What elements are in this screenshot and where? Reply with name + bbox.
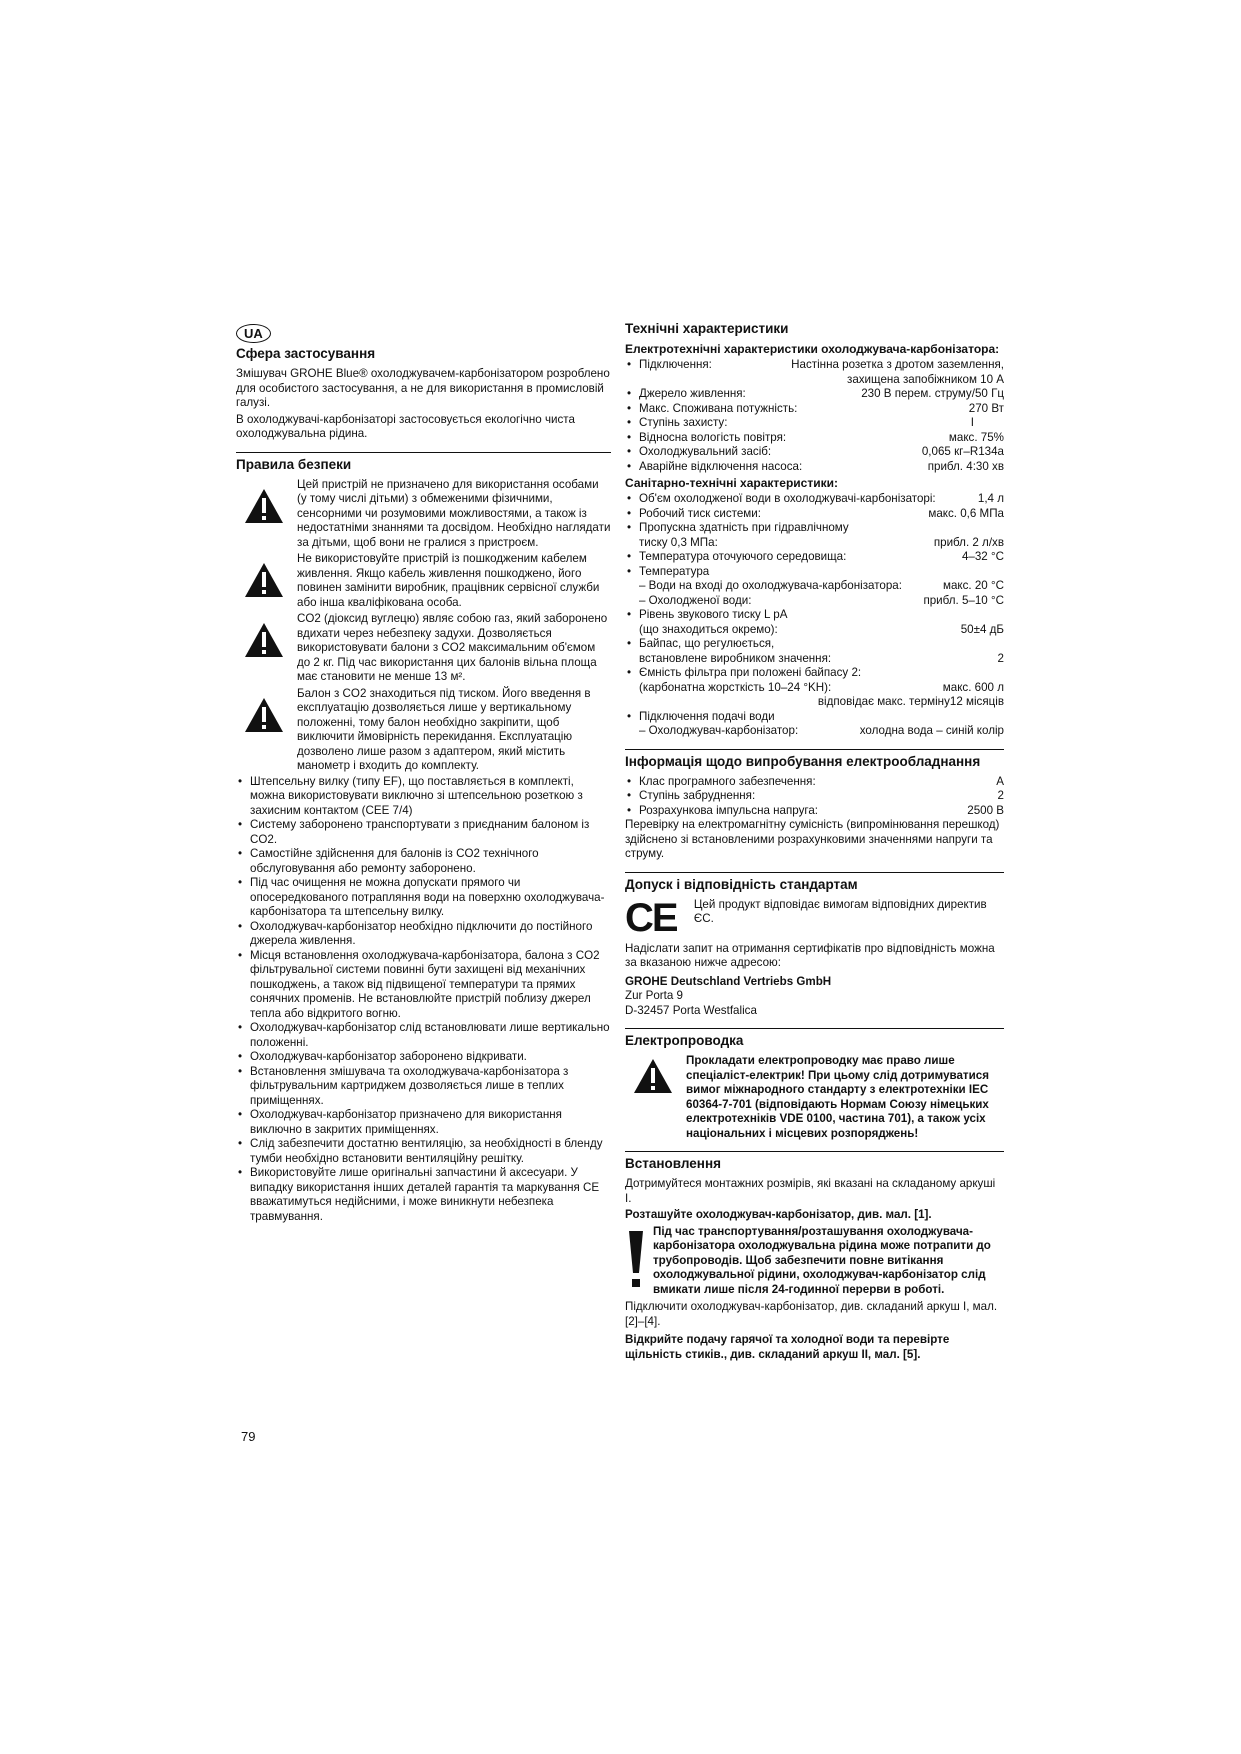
safety-bullet-list xyxy=(236,775,611,1225)
installation-title: Встановлення xyxy=(625,1151,1004,1172)
list-item: • Систему заборонено транспортувати з приєднаним балоном із CO2. xyxy=(236,818,611,847)
warning-triangle-icon xyxy=(633,1058,673,1094)
sanitary-specs-title: Санітарно-технічні характеристики: xyxy=(625,476,838,490)
warning-triangle-icon xyxy=(244,488,284,524)
spec-row: • Температура xyxy=(625,565,1004,580)
language-badge: UA xyxy=(236,324,271,343)
wiring-title: Електропроводка xyxy=(625,1028,1004,1049)
company-name: GROHE Deutschland Vertriebs GmbH xyxy=(625,974,832,988)
spec-row: • Відносна вологість повітря: макс. 75% xyxy=(625,431,1004,446)
safety-warning-1 xyxy=(236,478,611,551)
spec-row: (що знаходиться окремо): 50±4 дБ xyxy=(639,622,1004,636)
spec-row: – Води на вході до охолоджувача-карбонізатора: макс. 20 °C xyxy=(639,579,1004,592)
installation-warning xyxy=(625,1225,1004,1298)
safety-warning-4 xyxy=(236,687,611,774)
safety-warning-3 xyxy=(236,612,611,685)
spec-row: • Ємність фільтра при положені байпасу 2: xyxy=(625,666,1004,681)
wiring-warning xyxy=(625,1054,1004,1141)
electrical-testing-title: Інформація щодо випробування електрообладнання xyxy=(625,749,1004,770)
safety-warning-2-text: Не використовуйте пристрій із пошкодженим кабелем живлення. Якщо кабель живлення пошкоджено, його повинен замінити виробник, працівник сервісної служби або інша кваліфікована особа. xyxy=(297,552,600,609)
page-number: 79 xyxy=(241,1429,256,1444)
company-city: D-32457 Porta Westfalica xyxy=(625,1003,757,1017)
list-item: • Штепсельну вилку (типу EF), що поставляється в комплекті, можна використовувати виключно зі штепсельною розеткою з захисним контактом (CEE 7/4) xyxy=(236,775,611,819)
list-item: • Охолоджувач-карбонізатор заборонено відкривати. xyxy=(236,1050,611,1065)
installation-paragraph-4: Відкрийте подачу гарячої та холодної води та перевірте щільність стиків., див. складаний аркуш II, мал. [5]. xyxy=(625,1333,950,1361)
installation-paragraph-1: Дотримуйтеся монтажних розмірів, які вказані на складаному аркуші I. xyxy=(625,1177,996,1205)
approval-title: Допуск і відповідність стандартам xyxy=(625,872,1004,893)
installation-paragraph-2: Розташуйте охолоджувач-карбонізатор, див. мал. [1]. xyxy=(625,1208,932,1221)
spec-row: • Температура оточуючого середовища: 4–32 °C xyxy=(625,550,1004,565)
spec-row: • Об'єм охолодженої води в охолоджувачі-карбонізаторі: 1,4 л xyxy=(625,492,1004,507)
safety-warning-3-text: CO2 (діоксид вуглецю) являє собою газ, який заборонено вдихати через небезпеку задухи. Дозволяється використовувати балони з CO2 максимальним об'ємом до 2 кг. Під час використання цих балонів вільна площа має становити не менше 13 м². xyxy=(297,612,608,683)
ce-mark-icon: CE xyxy=(625,895,677,940)
spec-row: – Охолодженої води: прибл. 5–10 °C xyxy=(639,593,1004,607)
safety-warning-4-text: Балон з CO2 знаходиться під тиском. Його введення в експлуатацію дозволяється лише у вертикальному положенні, тому балон необхідно закріпити, щоб виключити ймовірність перекидання. Експлуатацію дозволено лише разом з адаптером, який містить манометр і входить до комплекту. xyxy=(297,686,591,772)
spec-row: захищена запобіжником 10 A xyxy=(847,372,1004,386)
spec-row: тиску 0,3 МПа: прибл. 2 л/хв xyxy=(639,535,1004,549)
safety-warning-1-text: Цей пристрій не призначено для використання особами (у тому числі дітьми) з обмеженими фізичними, сенсорними чи розумовими можливостями, а також із недостатніми знаннями та досвідом. Необхідно наглядати за дітьми, щоб вони не гралися з пристроєм. xyxy=(297,477,611,549)
spec-row: • Ступінь забруднення: 2 xyxy=(625,789,1004,804)
ce-conformity-text: Цей продукт відповідає вимогам відповідних директив ЄС. xyxy=(693,897,987,925)
safety-warning-2 xyxy=(236,552,611,610)
right-column xyxy=(625,318,1004,1364)
exclamation-icon xyxy=(628,1231,644,1289)
spec-row: • Розрахункова імпульсна напруга: 2500 В xyxy=(625,804,1004,819)
spec-row: • Клас програмного забезпечення: A xyxy=(625,775,1004,790)
list-item: • Під час очищення не можна допускати прямого чи опосередкованого потрапляння води на поверхню охолоджувача-карбонізатора та штепсельну вилку. xyxy=(236,876,611,920)
warning-triangle-icon xyxy=(244,697,284,733)
tech-specs-title: Технічні характеристики xyxy=(625,321,789,336)
list-item: • Охолоджувач-карбонізатор слід встановлювати лише вертикально положенні. xyxy=(236,1021,611,1050)
list-item: • Місця встановлення охолоджувача-карбонізатора, балона з CO2 фільтрувальної системи повинні бути захищені від механічних пошкоджень, а також від підвищеної температури та прямих сонячних променів. Не встановлюйте пристрій поблизу джерел тепла або відкритого вогню. xyxy=(236,949,611,1022)
spec-row: • Охолоджувальний засіб: 0,065 кг–R134a xyxy=(625,445,1004,460)
spec-row: – Охолоджувач-карбонізатор: холодна вода – синій колір xyxy=(639,724,1004,737)
scope-paragraph-2: В охолоджувачі-карбонізаторі застосовується екологічно чиста охолоджувальна рідина. xyxy=(236,412,575,440)
spec-row: (карбонатна жорсткість 10–24 °KH): макс. 600 л xyxy=(639,680,1004,694)
scope-title: Сфера застосування xyxy=(236,346,376,361)
spec-row: • Пропускна здатність при гідравлічному xyxy=(625,521,1004,536)
list-item: • Встановлення змішувача та охолоджувача-карбонізатора з фільтрувальним картриджем дозволяється лише в теплих приміщеннях. xyxy=(236,1065,611,1109)
electrical-testing-list xyxy=(625,775,1004,819)
scope-paragraph-1: Змішувач GROHE Blue® охолоджувачем-карбонізатором розроблено для особистого застосування, а не для використання в промисловій галузі. xyxy=(236,367,610,409)
list-item: • Використовуйте лише оригінальні запчастини й аксесуари. У випадку використання інших деталей гарантія та маркування CE вважатимуться недійсними, і може виникнути небезпека травмування. xyxy=(236,1166,611,1224)
spec-row: • Макс. Споживана потужність: 270 Вт xyxy=(625,402,1004,417)
warning-triangle-icon xyxy=(244,622,284,658)
spec-row: • Підключення: Настінна розетка з дротом заземлення, xyxy=(625,358,1004,373)
wiring-warning-text: Прокладати електропроводку має право лише спеціаліст-електрик! При цьому слід дотримуватися вимог міжнародного стандарту з електротехніки IEC 60364-7-701 (відповідають Нормам Союзу німецьких електротехніків VDE 0100, частина 701), а також усіх національних і місцевих розпоряджень! xyxy=(686,1054,989,1140)
safety-title: Правила безпеки xyxy=(236,452,611,473)
spec-row: встановлене виробником значення: 2 xyxy=(639,651,1004,665)
company-street: Zur Porta 9 xyxy=(625,989,683,1002)
list-item: • Слід забезпечити достатню вентиляцію, за необхідності в бленду тумби необхідно встановити вентиляційну решітку. xyxy=(236,1137,611,1166)
spec-row: • Аварійне відключення насоса: прибл. 4:30 хв xyxy=(625,460,1004,475)
spec-row: • Підключення подачі води xyxy=(625,710,1004,725)
spec-row: • Рівень звукового тиску L pA xyxy=(625,608,1004,623)
list-item: • Охолоджувач-карбонізатор необхідно підключити до постійного джерела живлення. xyxy=(236,920,611,949)
spec-row: відповідає макс. терміну12 місяців xyxy=(817,695,1004,708)
spec-row: • Байпас, що регулюється, xyxy=(625,637,1004,652)
spec-row: • Джерело живлення: 230 В перем. струму/50 Гц xyxy=(625,387,1004,402)
list-item: • Самостійне здійснення для балонів із CO2 технічного обслуговування або ремонту заборонено. xyxy=(236,847,611,876)
sanitary-specs-list xyxy=(625,492,1004,739)
warning-triangle-icon xyxy=(244,562,284,598)
spec-row: • Робочий тиск системи: макс. 0,6 МПа xyxy=(625,507,1004,522)
electrical-specs-list xyxy=(625,358,1004,474)
list-item: • Охолоджувач-карбонізатор призначено для використання виключно в закритих приміщеннях. xyxy=(236,1108,611,1137)
installation-warning-text: Під час транспортування/розташування охолоджувача-карбонізатора охолоджувальна рідина може потрапити до трубопроводів. Щоб забезпечити повне витікання охолоджувальної рідини, охолоджувач-карбонізатор слід вмикати лише після 24-годинної перерви в роботі. xyxy=(653,1224,991,1296)
spec-row: • Ступінь захисту: I xyxy=(625,416,1004,431)
emc-note: Перевірку на електромагнітну сумісність (випромінювання перешкод) здійснено зі встановленими розрахунковими значеннями напруги та струму. xyxy=(625,818,1000,860)
installation-paragraph-3: Підключити охолоджувач-карбонізатор, див. складаний аркуш I, мал. [2]–[4]. xyxy=(625,1300,998,1328)
certificate-request-text: Надіслати запит на отримання сертифікатів про відповідність можна за вказаною нижче адресою: xyxy=(625,941,995,969)
electrical-specs-title: Електротехнічні характеристики охолоджувача-карбонізатора: xyxy=(625,342,1000,356)
left-column xyxy=(236,324,611,1224)
